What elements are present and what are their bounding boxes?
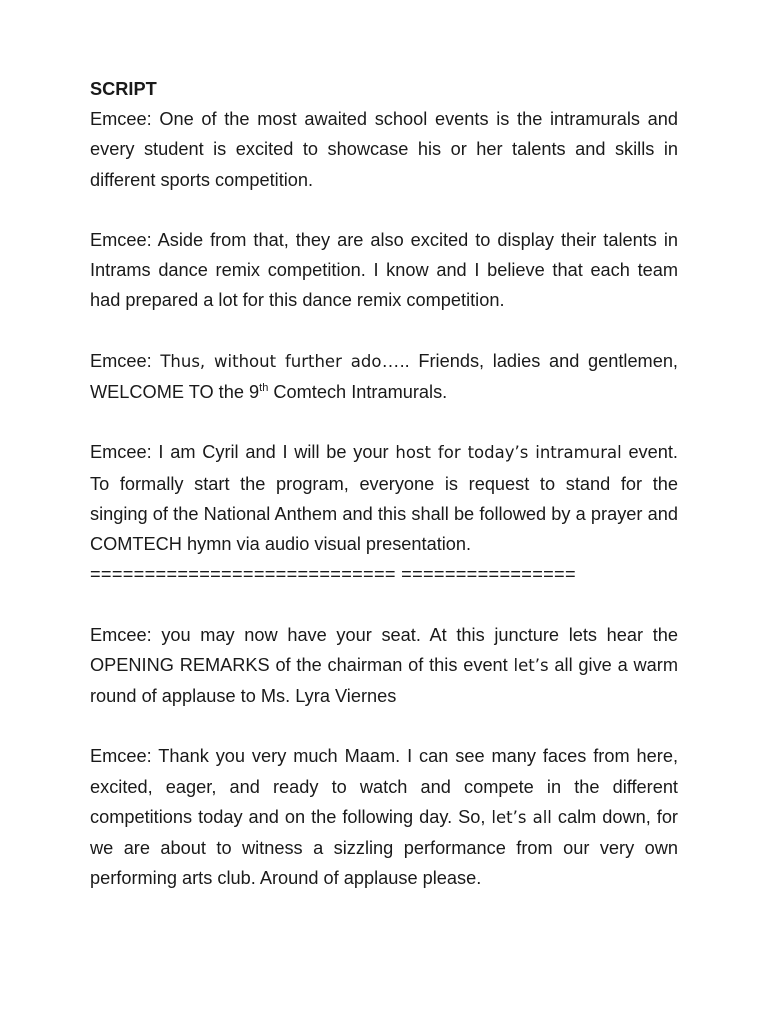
welcome-highlight: Thus, without further ado	[160, 351, 382, 371]
opening-remarks-highlight: let’s	[513, 655, 549, 675]
host-intro-rest: event. To formally start the program, everyone is request to stand for the singing of the National Anthem and this shall be followed by a prayer and COMTECH hymn via audio visual presentation.	[90, 442, 678, 554]
welcome-event-name: Comtech Intramurals.	[268, 382, 448, 402]
opening-remarks-rest: all give a warm round of applause to Ms. Lyra Viernes	[90, 654, 678, 706]
paragraph-performance	[90, 741, 678, 893]
performance-rest: calm down, for we are about to witness a sizzling performance from our very own performing arts club. Around of applause please.	[90, 806, 678, 889]
welcome-speaker: Emcee:	[90, 350, 161, 371]
performance-highlight: let’s all	[491, 807, 552, 827]
opening-remarks-text: Emcee: you may now have your seat. At this juncture lets hear the OPENING REMARKS of the chairman of this event	[90, 624, 678, 675]
paragraph-intro: Emcee: One of the most awaited school events is the intramurals and every student is excited to showcase his or her talents and skills in different sports competition.	[90, 109, 678, 190]
host-intro-text: Emcee: I am Cyril and I will be your	[90, 442, 396, 463]
paragraph-welcome	[90, 346, 678, 407]
document-body	[90, 74, 678, 924]
welcome-text: ….. Friends, ladies and gentlemen, WELCOME TO the 9	[90, 350, 678, 402]
paragraph-dance-remix: Emcee: Aside from that, they are also excited to display their talents in Intrams dance remix competition. I know and I believe that each team had prepared a lot for this dance remix competition.	[90, 230, 678, 311]
separator-line: ============================ ================	[90, 564, 576, 585]
host-intro-highlight: host for today’s intramural	[395, 443, 622, 463]
performance-text: Emcee: Thank you very much Maam. I can see many faces from here, excited, eager, and ready to watch and compete in the different competitions today and on the following day. So,	[90, 746, 678, 827]
paragraph-opening-remarks	[90, 620, 678, 712]
paragraph-host-intro	[90, 437, 678, 559]
script-heading: SCRIPT	[90, 79, 157, 99]
ordinal-suffix: th	[259, 381, 269, 394]
